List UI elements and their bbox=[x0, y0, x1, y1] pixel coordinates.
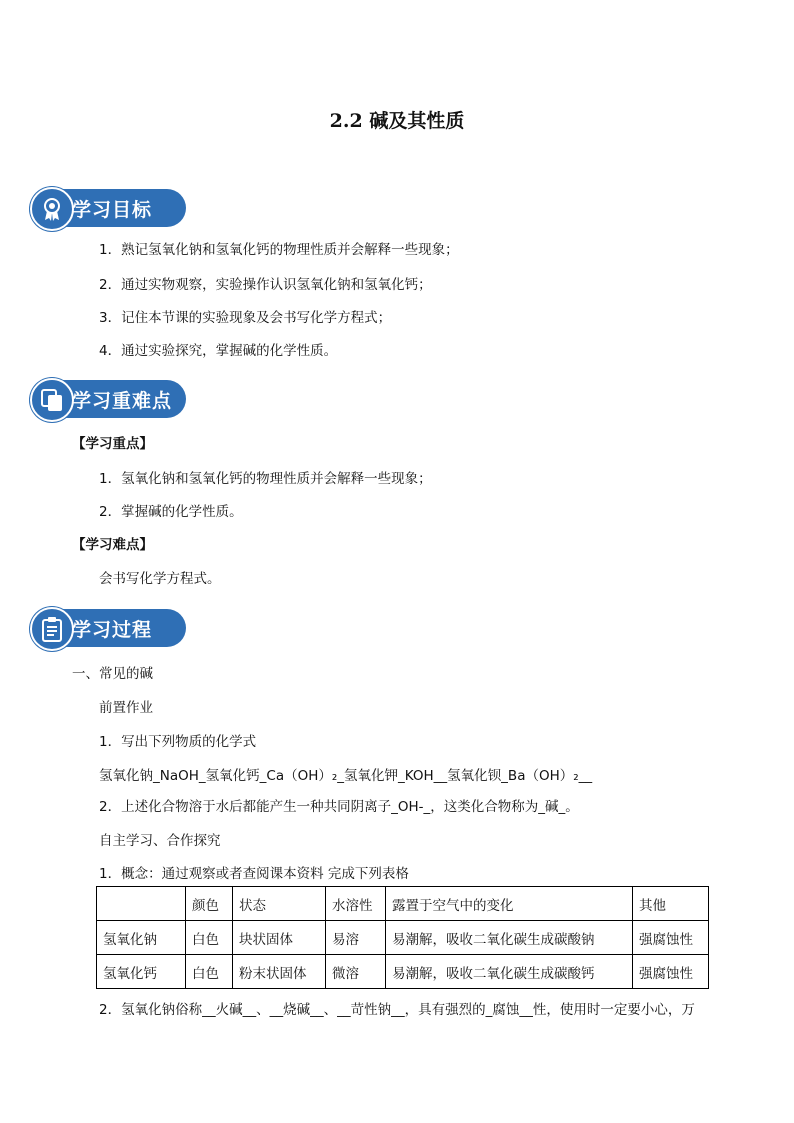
section-banner-keypoints bbox=[30, 378, 186, 420]
table-header-cell: 状态 bbox=[233, 887, 326, 921]
section-banner-goals bbox=[30, 187, 186, 229]
table-cell: 氢氧化钠 bbox=[97, 921, 186, 955]
table-cell: 易潮解，吸收二氧化碳生成碳酸钠 bbox=[386, 921, 633, 955]
table-header-cell: 露置于空气中的变化 bbox=[386, 887, 633, 921]
table-cell: 粉末状固体 bbox=[233, 955, 326, 989]
concept-instruction: 1．概念：通过观察或者查阅课本资料 完成下列表格 bbox=[99, 866, 409, 882]
table-header-cell: 水溶性 bbox=[326, 887, 386, 921]
table-header-cell bbox=[97, 887, 186, 921]
question-2: 2．上述化合物溶于水后都能产生一种共同阴离子_OH-_，这类化合物称为_碱_。 bbox=[99, 799, 579, 815]
table-cell: 白色 bbox=[186, 921, 233, 955]
copy-icon bbox=[30, 378, 74, 422]
goal-item-2: 2．通过实物观察，实验操作认识氢氧化钠和氢氧化钙； bbox=[99, 277, 432, 293]
table-row bbox=[97, 921, 709, 955]
question-2-nicknames: 2．氢氧化钠俗称__火碱__、__烧碱__、__苛性钠__，具有强烈的_腐蚀__性，使用时一定要小心，万 bbox=[99, 1002, 695, 1018]
table-header-cell: 颜色 bbox=[186, 887, 233, 921]
table-cell: 易潮解，吸收二氧化碳生成碳酸钙 bbox=[386, 955, 633, 989]
part-heading: 一、常见的碱 bbox=[72, 666, 153, 682]
question-1: 1．写出下列物质的化学式 bbox=[99, 734, 257, 750]
goal-item-3: 3．记住本节课的实验现象及会书写化学方程式； bbox=[99, 310, 392, 326]
goal-item-1: 1．熟记氢氧化钠和氢氧化钙的物理性质并会解释一些现象； bbox=[99, 242, 459, 258]
banner-label: 学习重难点 bbox=[72, 390, 173, 412]
focus-item-2: 2．掌握碱的化学性质。 bbox=[99, 504, 243, 520]
table-header-cell: 其他 bbox=[633, 887, 709, 921]
focus-item-1: 1．氢氧化钠和氢氧化钙的物理性质并会解释一些现象； bbox=[99, 471, 432, 487]
table-cell: 微溶 bbox=[326, 955, 386, 989]
prework-label: 前置作业 bbox=[99, 700, 153, 716]
table-header-row bbox=[97, 887, 709, 921]
award-icon bbox=[30, 187, 74, 231]
table-cell: 氢氧化钙 bbox=[97, 955, 186, 989]
section-banner-process bbox=[30, 607, 186, 649]
table-cell: 强腐蚀性 bbox=[633, 921, 709, 955]
difficulty-heading: 【学习难点】 bbox=[72, 537, 153, 553]
properties-table bbox=[96, 886, 709, 989]
banner-label: 学习过程 bbox=[72, 619, 153, 641]
table-cell: 强腐蚀性 bbox=[633, 955, 709, 989]
question-1-answer: 氢氧化钠_NaOH_氢氧化钙_Ca（OH）₂_氢氧化钾_KOH__氢氧化钡_Ba（OH）₂__ bbox=[99, 768, 593, 784]
table-row bbox=[97, 955, 709, 989]
focus-heading: 【学习重点】 bbox=[72, 436, 153, 452]
table-cell: 易溶 bbox=[326, 921, 386, 955]
clipboard-icon bbox=[30, 607, 74, 651]
banner-label: 学习目标 bbox=[72, 199, 153, 221]
self-study-label: 自主学习、合作探究 bbox=[99, 833, 221, 849]
goal-item-4: 4．通过实验探究，掌握碱的化学性质。 bbox=[99, 343, 338, 359]
table-cell: 白色 bbox=[186, 955, 233, 989]
difficulty-text: 会书写化学方程式。 bbox=[99, 571, 221, 587]
page-title: 2.2 碱及其性质 bbox=[329, 110, 465, 132]
table-cell: 块状固体 bbox=[233, 921, 326, 955]
